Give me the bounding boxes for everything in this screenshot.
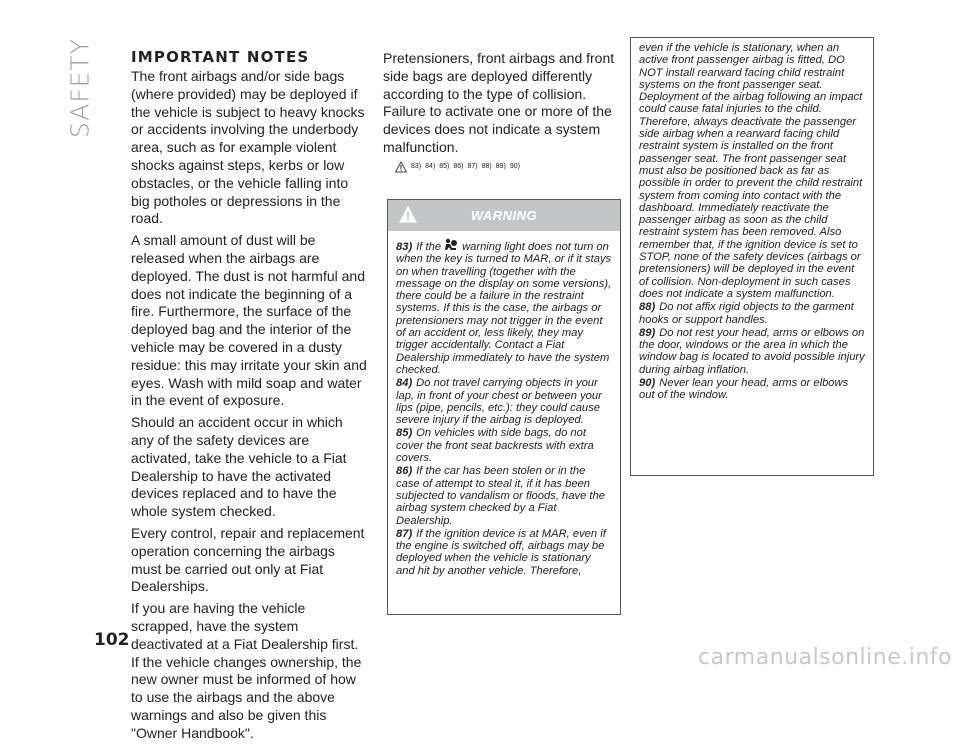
item-number: 83): [396, 241, 413, 253]
warning-title: WARNING: [470, 208, 538, 223]
warning-item-89: [639, 327, 865, 376]
item-number: 89): [639, 326, 656, 339]
warning-box: [387, 199, 621, 615]
item-number: 90): [639, 377, 656, 390]
item-number: 84): [396, 377, 413, 390]
item-number: 88): [639, 301, 656, 314]
warning-triangle-icon: [395, 161, 407, 173]
item-83-post: warning light does not turn on when the key is turned to MAR, or if it stays on when travelling (together with the message on the display on some versions), there could be a failure in the restraint systems. If this is the case, the airbags or pretensioners may not trigger in the event of an accident or, less likely, they may trigger accidentally. Contact a Fiat Dealership immediately to have the system checked.: [396, 241, 612, 376]
item-88-text: Do not affix rigid objects to the garment hooks or support handles.: [639, 301, 854, 326]
warning-text-continued: [631, 38, 873, 402]
warning-ref[interactable]: 90): [509, 163, 520, 171]
warning-ref[interactable]: 84): [425, 163, 436, 171]
warning-item-90: [639, 377, 865, 402]
section-label: [60, 38, 100, 138]
warning-ref[interactable]: 88): [481, 163, 492, 171]
paragraph-pretensioners: Pretensioners, front airbags and front side bags are deployed differently according to the type of collision. Failure to activate one or more of the devices does not indicate a system malfunction.: [383, 50, 615, 155]
item-number: 86): [396, 465, 413, 478]
warning-ref[interactable]: 86): [453, 163, 464, 171]
paragraph-repairs: Every control, repair and replacement operation concerning the airbags must be carried out only at Fiat Dealerships.: [131, 524, 365, 595]
warning-box-continued: [630, 37, 874, 476]
important-notes-heading: IMPORTANT NOTES: [131, 48, 310, 66]
section-label-text: SAFETY: [65, 37, 95, 139]
page-number: 102: [94, 630, 130, 650]
paragraph-scrapping: If you are having the vehicle scrapped, have the system deactivated at a Fiat Dealership first. If the vehicle changes ownership, the new owner must be informed of how to use the airbags and the above warnings and also be given this "Owner Handbook".: [131, 600, 362, 741]
item-90-text: Never lean your head, arms or elbows out of the window.: [639, 377, 849, 402]
item-87-text: If the ignition device is at MAR, even if the engine is switched off, airbags may be deployed when the vehicle is stationary and hit by another vehicle. Therefore,: [396, 527, 606, 577]
warning-ref[interactable]: 85): [439, 163, 450, 171]
item-83-pre: If the: [416, 241, 442, 253]
warning-ref[interactable]: 87): [467, 163, 478, 171]
airbag-warning-light-icon: [444, 238, 459, 252]
item-85-text: On vehicles with side bags, do not cover the front seat backrests with extra covers.: [396, 427, 594, 465]
item-86-text: If the car has been stolen or in the case of attempt to steal it, if it has been subjected to vandalism or floods, have the airbag system checked by a Fiat Dealership.: [396, 465, 605, 527]
warning-text: [388, 231, 620, 577]
warning-item-88: [639, 301, 865, 326]
warning-item-86: [396, 465, 612, 526]
item-84-text: Do not travel carrying objects in your lap, in front of your chest or between your lips (pipe, pencils, etc.): they could cause severe injury if the airbag is deployed.: [396, 377, 602, 427]
column-2: [383, 50, 623, 173]
warning-references: [395, 161, 623, 173]
warning-item-87-continued: even if the vehicle is stationary, when an active front passenger airbag is fitted, DO NOT install rearward facing child restraint systems on the front passenger seat. Deployment of the airbag following an impact could cause fatal injuries to the child. Therefore, always deactivate the passenger side airbag when a rearward facing child restraint system is installed on the front passenger seat. The front passenger seat must also be positioned back as far as possible in order to prevent the child restraint system from coming into contact with the dashboard. Immediately reactivate the passenger airbag as soon as the child restraint system has been removed. Also remember that, if the ignition device is set to STOP, none of the safety devices (airbags or pretensioners) will be deployed in the event of collision. Non-deployment in such cases does not indicate a system malfunction.: [639, 42, 863, 300]
warning-header: [388, 200, 620, 231]
warning-item-85: [396, 427, 612, 464]
watermark: carmanualsonline.info: [698, 645, 952, 670]
paragraph-airbag-deployment: The front airbags and/or side bags (where provided) may be deployed if the vehicle is subject to heavy knocks or accidents involving the underbody area, such as for example violent shocks against steps, kerbs or low obstacles, or the vehicle falling into big potholes or depressions in the road.: [131, 68, 365, 227]
warning-item-87: [396, 528, 612, 577]
paragraph-accident: Should an accident occur in which any of the safety devices are activated, take the vehicle to a Fiat Dealership to have the activated devices replaced and to have the whole system checked.: [131, 414, 347, 520]
paragraph-dust: A small amount of dust will be released when the airbags are deployed. The dust is not harmful and does not indicate the beginning of a fire. Furthermore, the surface of the deployed bag and the interior of the vehicle may be covered in a dusty residue: this may irritate your skin and eyes. Wash with mild soap and water in the event of exposure.: [131, 232, 367, 409]
item-89-text: Do not rest your head, arms or elbows on the door, windows or the area in which the window bag is located to avoid possible injury during airbag inflation.: [639, 326, 865, 376]
warning-ref[interactable]: 89): [495, 163, 506, 171]
column-1: [131, 48, 367, 746]
warning-item-83: [396, 238, 612, 376]
item-number: 87): [396, 527, 413, 540]
item-number: 85): [396, 427, 413, 440]
warning-ref[interactable]: 83): [411, 163, 422, 171]
warning-item-84: [396, 377, 612, 426]
